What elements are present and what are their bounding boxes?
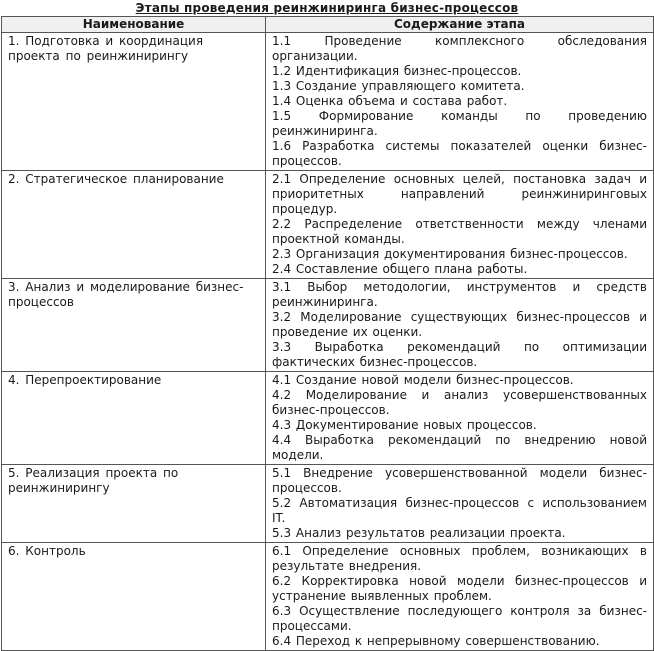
stage-step: 3.2 Моделирование существующих бизнес-процессов и проведение их оценки. [272,310,647,339]
stage-name: 5. Реализация проекта по реинжинирингу [8,466,179,495]
stage-step: 4.1 Создание новой модели бизнес-процессов. [272,373,574,387]
document [1,0,653,651]
stage-content-cell [266,543,654,651]
page-title: Этапы проведения реинжиниринга бизнес-процессов [135,1,519,15]
stage-content-cell [266,279,654,372]
column-header-name: Наименование [2,17,266,33]
stage-step: 6.1 Определение основных проблем, возникающих в результате внедрения. [272,544,647,573]
stage-step: 2.3 Организация документирования бизнес-процессов. [272,247,628,261]
stage-name-cell [2,465,266,543]
stage-name-cell [2,543,266,651]
table-header-row [2,17,654,33]
stage-name-cell [2,33,266,171]
stage-step: 5.2 Автоматизация бизнес-процессов с использованием IT. [272,496,647,525]
stage-step: 3.1 Выбор методологии, инструментов и средств реинжиниринга. [272,280,647,309]
stage-name: 1. Подготовка и координация проекта по реинжинирингу [8,34,204,63]
stages-table [1,16,654,651]
table-row [2,465,654,543]
stage-step: 5.3 Анализ результатов реализации проекта. [272,526,566,540]
stage-name-cell [2,171,266,279]
stage-name-cell [2,372,266,465]
stage-name-cell [2,279,266,372]
stage-content-cell [266,372,654,465]
table-row [2,279,654,372]
stage-name: 2. Стратегическое планирование [8,172,224,186]
table-row [2,33,654,171]
stage-step: 1.6 Разработка системы показателей оценки бизнес-процессов. [272,139,647,168]
stage-name: 6. Контроль [8,544,86,558]
stage-step: 4.2 Моделирование и анализ усовершенствованных бизнес-процессов. [272,388,647,417]
stage-step: 1.5 Формирование команды по проведению реинжиниринга. [272,109,647,138]
stage-step: 5.1 Внедрение усовершенствованной модели бизнес-процессов. [272,466,647,495]
stage-step: 3.3 Выработка рекомендаций по оптимизации фактических бизнес-процессов. [272,340,647,369]
table-row [2,543,654,651]
stage-step: 4.4 Выработка рекомендаций по внедрению новой модели. [272,433,647,462]
column-header-content: Содержание этапа [266,17,654,33]
stage-step: 6.4 Переход к непрерывному совершенствованию. [272,634,600,648]
stage-step: 4.3 Документирование новых процессов. [272,418,537,432]
stage-step: 1.4 Оценка объема и состава работ. [272,94,508,108]
stage-step: 1.1 Проведение комплексного обследования организации. [272,34,647,63]
stage-step: 2.1 Определение основных целей, постановка задач и приоритетных направлений реинжиниринговых процедур. [272,172,647,216]
stage-name: 4. Перепроектирование [8,373,162,387]
stage-step: 2.4 Составление общего плана работы. [272,262,528,276]
stage-step: 6.3 Осуществление последующего контроля за бизнес-процессами. [272,604,647,633]
stage-step: 1.3 Создание управляющего комитета. [272,79,525,93]
table-row [2,171,654,279]
stage-step: 6.2 Корректировка новой модели бизнес-процессов и устранение выявленных проблем. [272,574,647,603]
stage-name: 3. Анализ и моделирование бизнес-процессов [8,280,244,309]
table-row [2,372,654,465]
stage-content-cell [266,465,654,543]
stage-content-cell [266,33,654,171]
stage-content-cell [266,171,654,279]
stage-step: 1.2 Идентификация бизнес-процессов. [272,64,522,78]
stage-step: 2.2 Распределение ответственности между членами проектной команды. [272,217,647,246]
